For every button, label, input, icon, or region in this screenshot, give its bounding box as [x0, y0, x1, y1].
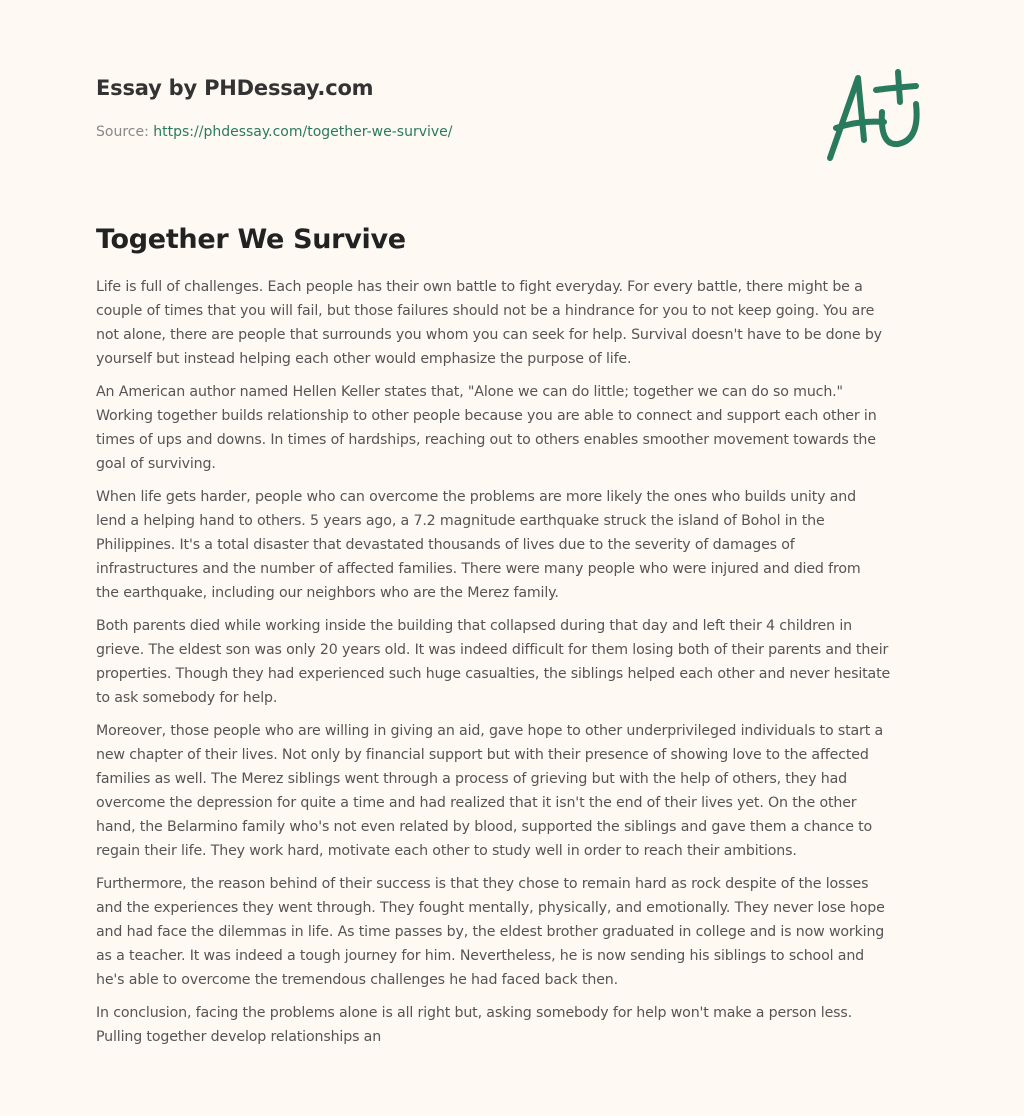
paragraph-line: Life is full of challenges. Each people has their own battle to fight everyday. For every battle, there might be a [96, 279, 863, 295]
essay-body [96, 275, 956, 1058]
paragraph-line: times of ups and downs. In times of hardships, reaching out to others enables smoother movement towards the [96, 432, 876, 448]
essay-paragraph [96, 872, 956, 992]
essay-paragraph [96, 614, 956, 710]
source-link[interactable]: https://phdessay.com/together-we-survive/ [153, 124, 453, 140]
paragraph-line: yourself but instead helping each other would emphasize the purpose of life. [96, 351, 632, 367]
paragraph-line: he's able to overcome the tremendous challenges he had faced back then. [96, 972, 618, 988]
paragraph-line: new chapter of their lives. Not only by financial support but with their presence of showing love to the affected [96, 747, 869, 763]
paragraph-line: infrastructures and the number of affected families. There were many people who were injured and died from [96, 561, 861, 577]
essay-paragraph [96, 485, 956, 605]
essay-paragraph [96, 719, 956, 863]
paragraph-line: lend a helping hand to others. 5 years ago, a 7.2 magnitude earthquake struck the island of Bohol in the [96, 513, 825, 529]
essay-paragraph [96, 380, 956, 476]
paragraph-line: not alone, there are people that surrounds you whom you can seek for help. Survival doesn't have to be done by [96, 327, 882, 343]
paragraph-line: regain their life. They work hard, motivate each other to study well in order to reach their ambitions. [96, 843, 797, 859]
paragraph-line: Both parents died while working inside the building that collapsed during that day and left their 4 children in [96, 618, 852, 634]
essay-paragraph [96, 275, 956, 371]
paragraph-line: and had face the dilemmas in life. As time passes by, the eldest brother graduated in college and is now working [96, 924, 885, 940]
paragraph-line: grieve. The eldest son was only 20 years old. It was indeed difficult for them losing both of their parents and their [96, 642, 889, 658]
a-plus-logo-icon [820, 68, 930, 164]
paragraph-line: An American author named Hellen Keller states that, "Alone we can do little; together we can do so much." [96, 384, 843, 400]
paragraph-line: the earthquake, including our neighbors who are the Merez family. [96, 585, 559, 601]
paragraph-line: goal of surviving. [96, 456, 216, 472]
paragraph-line: properties. Though they had experienced such huge casualties, the siblings helped each other and never hesitate [96, 666, 891, 682]
paragraph-line: Philippines. It's a total disaster that devastated thousands of lives due to the severity of damages of [96, 537, 795, 553]
essay-paragraph [96, 1001, 956, 1049]
paragraph-line: and the experiences they went through. They fought mentally, physically, and emotionally. They never lose hope [96, 900, 885, 916]
site-title: Essay by PHDessay.com [96, 76, 374, 100]
paragraph-line: to ask somebody for help. [96, 690, 278, 706]
paragraph-line: families as well. The Merez siblings went through a process of grieving but with the help of others, they had [96, 771, 847, 787]
page-header [0, 0, 1024, 190]
paragraph-line: Furthermore, the reason behind of their success is that they chose to remain hard as rock despite of the losses [96, 876, 869, 892]
paragraph-line: overcome the depression for quite a time and had realized that it isn't the end of their lives yet. On the other [96, 795, 857, 811]
paragraph-line: In conclusion, facing the problems alone is all right but, asking somebody for help won't make a person less. [96, 1005, 852, 1021]
paragraph-line: couple of times that you will fail, but those failures should not be a hindrance for you to not keep going. You are [96, 303, 875, 319]
paragraph-line: Pulling together develop relationships an [96, 1029, 382, 1045]
paragraph-line: Working together builds relationship to other people because you are able to connect and support each other in [96, 408, 877, 424]
paragraph-line: as a teacher. It was indeed a tough journey for him. Nevertheless, he is now sending his siblings to school and [96, 948, 865, 964]
paragraph-line: hand, the Belarmino family who's not even related by blood, supported the siblings and gave them a chance to [96, 819, 873, 835]
source-label: Source: [96, 124, 149, 140]
source-line [96, 124, 453, 140]
essay-title: Together We Survive [96, 224, 406, 255]
paragraph-line: Moreover, those people who are willing in giving an aid, gave hope to other underprivileged individuals to start a [96, 723, 884, 739]
paragraph-line: When life gets harder, people who can overcome the problems are more likely the ones who builds unity and [96, 489, 856, 505]
